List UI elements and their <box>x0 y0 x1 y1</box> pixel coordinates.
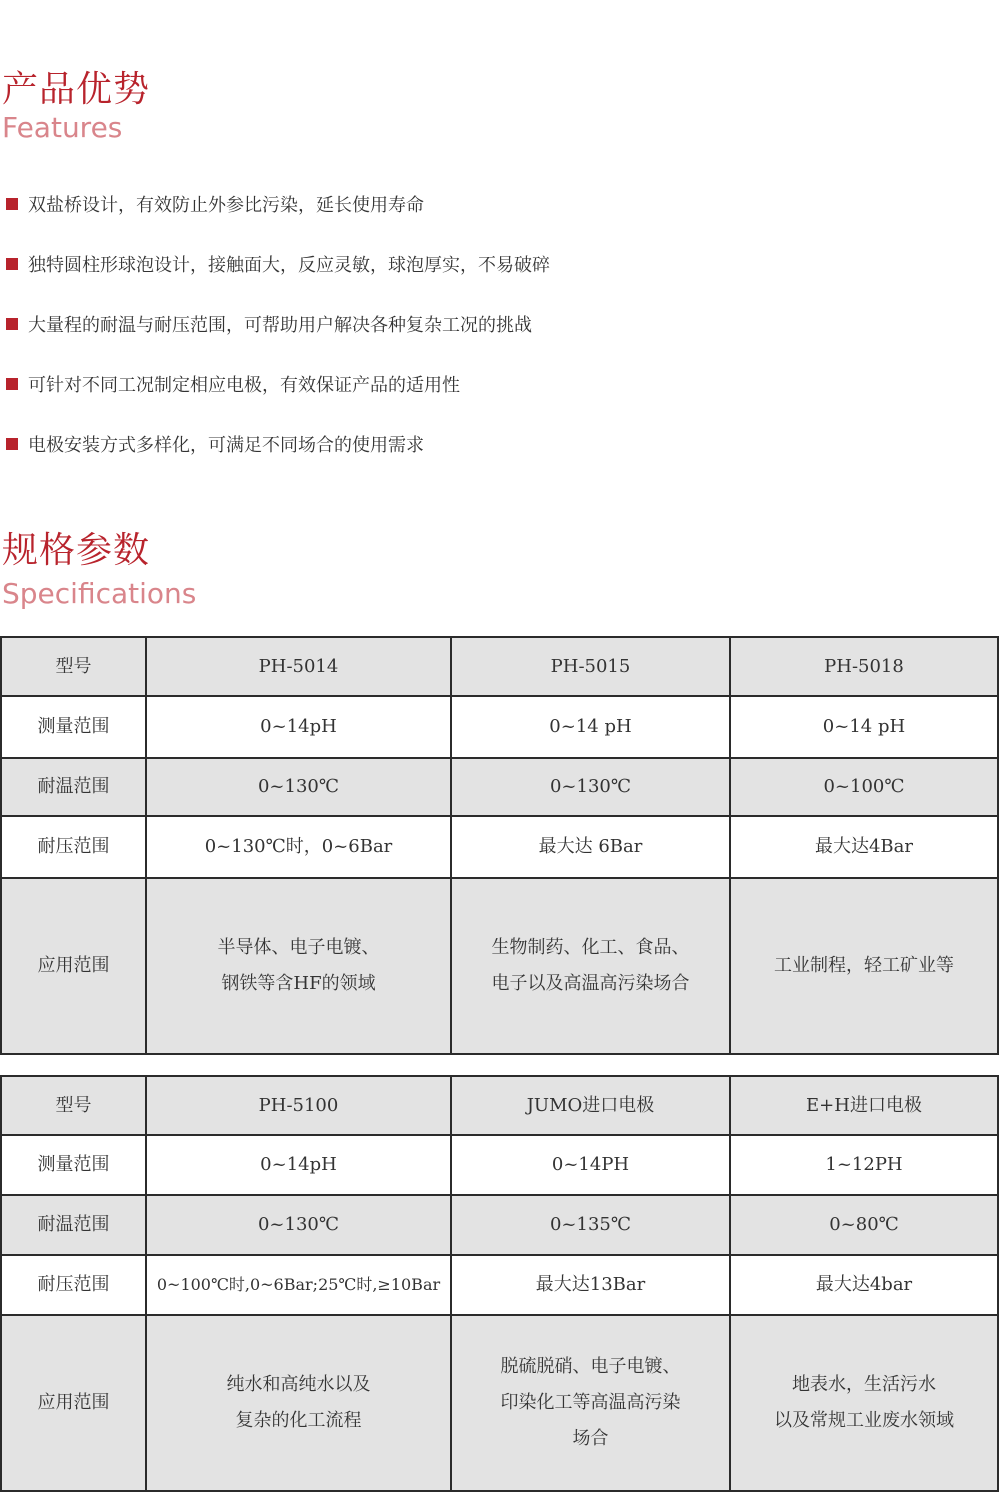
cell-application <box>451 1315 730 1491</box>
row-label-temperature: 耐温范围 <box>1 758 146 816</box>
features-title: 产品优势 <box>2 69 151 110</box>
specifications-subtitle: Specifications <box>2 577 197 610</box>
row-label-application: 应用范围 <box>1 878 146 1054</box>
application-line: 生物制药、化工、食品、 <box>491 937 690 958</box>
specifications-title: 规格参数 <box>2 530 151 571</box>
cell-model: JUMO进口电极 <box>451 1076 730 1135</box>
feature-text: 独特圆柱形球泡设计，接触面大，反应灵敏，球泡厚实，不易破碎 <box>28 255 550 276</box>
feature-text: 大量程的耐温与耐压范围，可帮助用户解决各种复杂工况的挑战 <box>28 315 532 336</box>
bullet-square-icon <box>6 438 18 450</box>
table-row <box>1 816 998 878</box>
table-row <box>1 696 998 758</box>
feature-item <box>6 180 550 240</box>
feature-item <box>6 240 550 300</box>
row-label-model: 型号 <box>1 637 146 696</box>
feature-item <box>6 300 550 360</box>
cell-application <box>146 878 451 1054</box>
table-row <box>1 637 998 696</box>
cell-measure: 0~14pH <box>146 1135 451 1195</box>
cell-model: PH-5018 <box>730 637 998 696</box>
table-row <box>1 1315 998 1491</box>
cell-model: PH-5014 <box>146 637 451 696</box>
cell-measure: 0~14 pH <box>451 696 730 758</box>
cell-application <box>146 1315 451 1491</box>
bullet-square-icon <box>6 378 18 390</box>
table-row <box>1 1255 998 1315</box>
table-row <box>1 1195 998 1255</box>
table-row <box>1 1135 998 1195</box>
cell-pressure: 最大达13Bar <box>451 1255 730 1315</box>
cell-model: PH-5015 <box>451 637 730 696</box>
application-line: 纯水和高纯水以及 <box>226 1374 371 1395</box>
cell-model: E+H进口电极 <box>730 1076 998 1135</box>
table-row <box>1 878 998 1054</box>
cell-measure: 0~14PH <box>451 1135 730 1195</box>
features-list <box>6 180 550 480</box>
cell-temperature: 0~130℃ <box>451 758 730 816</box>
spec-table-1 <box>0 636 999 1055</box>
cell-pressure: 最大达4Bar <box>730 816 998 878</box>
application-line: 脱硫脱硝、电子电镀、 <box>500 1356 681 1377</box>
row-label-pressure: 耐压范围 <box>1 816 146 878</box>
feature-text: 双盐桥设计，有效防止外参比污染，延长使用寿命 <box>28 195 424 216</box>
bullet-square-icon <box>6 258 18 270</box>
cell-measure: 0~14 pH <box>730 696 998 758</box>
row-label-model: 型号 <box>1 1076 146 1135</box>
cell-temperature: 0~80℃ <box>730 1195 998 1255</box>
row-label-measure: 测量范围 <box>1 696 146 758</box>
row-label-measure: 测量范围 <box>1 1135 146 1195</box>
cell-application <box>730 1315 998 1491</box>
cell-measure: 0~14pH <box>146 696 451 758</box>
row-label-application: 应用范围 <box>1 1315 146 1491</box>
cell-temperature: 0~135℃ <box>451 1195 730 1255</box>
feature-text: 可针对不同工况制定相应电极，有效保证产品的适用性 <box>28 375 460 396</box>
feature-item <box>6 360 550 420</box>
cell-measure: 1~12PH <box>730 1135 998 1195</box>
application-line: 复杂的化工流程 <box>235 1410 362 1431</box>
cell-pressure: 最大达 6Bar <box>451 816 730 878</box>
feature-text: 电极安装方式多样化，可满足不同场合的使用需求 <box>28 435 424 456</box>
features-subtitle: Features <box>2 111 123 144</box>
cell-pressure: 最大达4bar <box>730 1255 998 1315</box>
cell-pressure: 0~130℃时，0~6Bar <box>146 816 451 878</box>
application-line: 场合 <box>572 1428 609 1449</box>
application-line: 以及常规工业废水领域 <box>774 1410 954 1431</box>
application-line: 地表水，生活污水 <box>792 1374 936 1395</box>
application-line: 电子以及高温高污染场合 <box>491 973 690 994</box>
application-line: 工业制程，轻工矿业等 <box>774 955 954 976</box>
cell-pressure: 0~100℃时,0~6Bar;25℃时,≥10Bar <box>146 1255 451 1315</box>
cell-temperature: 0~130℃ <box>146 758 451 816</box>
bullet-square-icon <box>6 198 18 210</box>
cell-application <box>730 878 998 1054</box>
feature-item <box>6 420 550 480</box>
spec-table-2 <box>0 1075 999 1492</box>
table-row <box>1 1076 998 1135</box>
row-label-temperature: 耐温范围 <box>1 1195 146 1255</box>
application-line: 半导体、电子电镀、 <box>217 937 380 958</box>
application-line: 钢铁等含HF的领域 <box>221 973 376 994</box>
table-row <box>1 758 998 816</box>
cell-application <box>451 878 730 1054</box>
bullet-square-icon <box>6 318 18 330</box>
cell-model: PH-5100 <box>146 1076 451 1135</box>
cell-temperature: 0~100℃ <box>730 758 998 816</box>
cell-temperature: 0~130℃ <box>146 1195 451 1255</box>
application-line: 印染化工等高温高污染 <box>500 1392 681 1413</box>
row-label-pressure: 耐压范围 <box>1 1255 146 1315</box>
